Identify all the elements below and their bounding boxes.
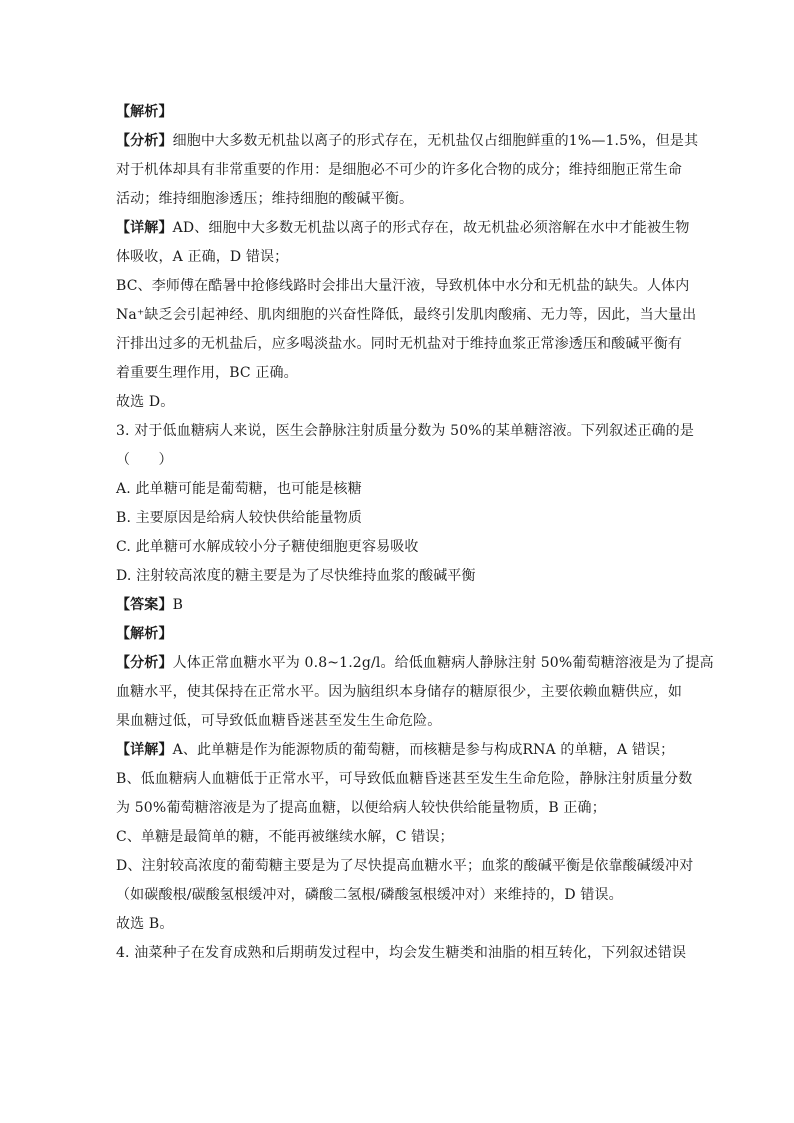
q3-xiangjie-line-3: 为 50%葡萄糖溶液是为了提高血糖，以便给病人较快供给能量物质，B 正确； (116, 800, 606, 816)
q3-xiangjie-line-2: B、低血糖病人血糖低于正常水平，可导致低血糖昏迷甚至发生生命危险，静脉注射质量分数 (116, 771, 693, 787)
q2-xiangjie-line-6: 着重要生理作用，BC 正确。 (116, 365, 298, 381)
q3-fenxi-line-1: 【分析】人体正常血糖水平为 0.8~1.2g/l。给低血糖病人静脉注射 50%葡萄糖溶液是为了提高 (116, 655, 714, 671)
q2-xiangjie-line-4: Na⁺缺乏会引起神经、肌肉细胞的兴奋性降低，最终引发肌肉酸痛、无力等，因此，当大量出 (116, 307, 697, 323)
q3-xiangjie-line-1: 【详解】A、此单糖是作为能源物质的葡萄糖，而核糖是参与构成RNA 的单糖，A 错误； (116, 742, 675, 758)
q3-option-c: C. 此单糖可水解成较小分子糖使细胞更容易吸收 (116, 539, 419, 555)
q2-xiangjie-tag: 【详解】 (116, 220, 173, 236)
q3-fenxi-tag: 【分析】 (116, 655, 173, 671)
q3-answer-tag: 【答案】 (116, 597, 173, 613)
q3-answer-value: B (172, 597, 184, 613)
q3-conclusion: 故选 B。 (116, 916, 174, 932)
q2-xiangjie-line-2: 体吸收，A 正确，D 错误； (116, 249, 289, 265)
q2-xiangjie-line-1: 【详解】AD、细胞中大多数无机盐以离子的形式存在，故无机盐必须溶解在水中才能被生物 (116, 220, 690, 236)
document-page (116, 98, 714, 968)
q2-fenxi-tag: 【分析】 (116, 133, 173, 149)
q2-fenxi-line-3: 活动；维持细胞渗透压；维持细胞的酸碱平衡。 (116, 191, 414, 207)
q3-option-b: B. 主要原因是给病人较快供给能量物质 (116, 510, 363, 526)
q2-xiangjie-line-3: BC、李师傅在酷暑中抢修线路时会排出大量汗液，导致机体中水分和无机盐的缺失。人体内 (116, 278, 690, 294)
q3-answer-line (116, 591, 682, 620)
q2-fenxi-line-2: 对于机体却具有非常重要的作用：是细胞必不可少的许多化合物的成分；维持细胞正常生命 (116, 162, 682, 178)
q3-jiexi-heading: 【解析】 (116, 626, 173, 642)
q3-fenxi-line-3: 果血糖过低，可导致低血糖昏迷甚至发生生命危险。 (116, 713, 442, 729)
q2-jiexi-heading: 【解析】 (116, 104, 173, 120)
q3-fenxi-line-2: 血糖水平，使其保持在正常水平。因为脑组织本身储存的糖原很少，主要依赖血糖供应，如 (116, 684, 682, 700)
q2-xiangjie-line-5: 汗排出过多的无机盐后，应多喝淡盐水。同时无机盐对于维持血浆正常渗透压和酸碱平衡有 (116, 336, 682, 352)
q3-xiangjie-line-6: （如碳酸根/碳酸氢根缓冲对，磷酸二氢根/磷酸氢根缓冲对）来维持的，D 错误。 (116, 887, 623, 903)
q3-stem-line-2: （ ） (116, 452, 173, 468)
q3-xiangjie-tag: 【详解】 (116, 742, 173, 758)
q3-xiangjie-line-4: C、单糖是最简单的糖，不能再被继续水解，C 错误； (116, 829, 454, 845)
q3-option-a: A. 此单糖可能是葡萄糖，也可能是核糖 (116, 481, 362, 497)
q3-xiangjie-line-5: D、注射较高浓度的葡萄糖主要是为了尽快提高血糖水平；血浆的酸碱平衡是依靠酸碱缓冲对 (116, 858, 694, 874)
q2-fenxi-line-1: 【分析】细胞中大多数无机盐以离子的形式存在，无机盐仅占细胞鲜重的1%—1.5%，但是其 (116, 133, 699, 149)
q2-conclusion: 故选 D。 (116, 394, 175, 410)
q4-stem-line-1: 4. 油菜种子在发育成熟和后期萌发过程中，均会发生糖类和油脂的相互转化，下列叙述错误 (116, 945, 687, 961)
q3-option-d: D. 注射较高浓度的糖主要是为了尽快维持血浆的酸碱平衡 (116, 568, 476, 584)
q3-stem-line-1: 3. 对于低血糖病人来说，医生会静脉注射质量分数为 50%的某单糖溶液。下列叙述正确的是 (116, 423, 694, 439)
